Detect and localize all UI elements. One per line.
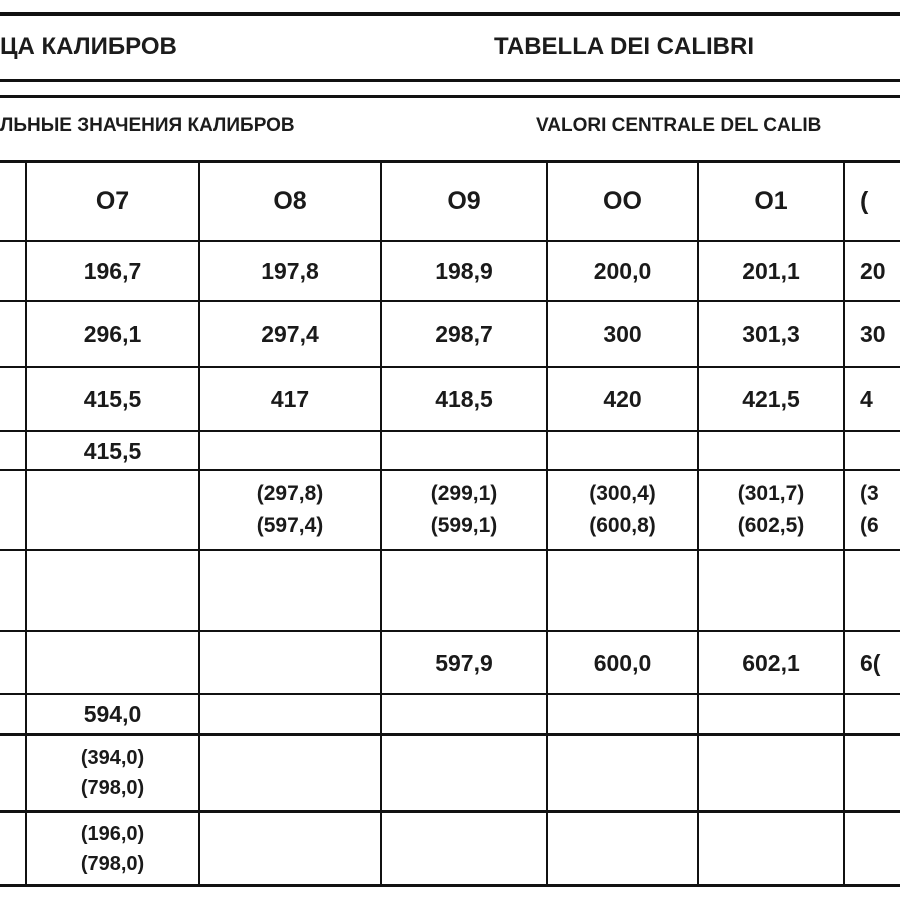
- table-cell: [27, 242, 198, 300]
- column-header: (: [860, 186, 869, 215]
- cell-text-line: (301,7): [737, 482, 805, 505]
- cell-text-line: 421,5: [742, 386, 800, 412]
- header-rule-2: [0, 95, 900, 98]
- table-cell: [548, 471, 697, 549]
- cell-text-line: 597,9: [435, 649, 493, 676]
- title-italian: TABELLA DEI CALIBRI: [494, 33, 754, 60]
- table-cell: [27, 736, 198, 810]
- cell-text-line: (6: [860, 514, 879, 537]
- cell-text-line: 4: [860, 386, 873, 412]
- column-header: OO: [603, 186, 642, 215]
- cell-text-line: (299,1): [430, 482, 498, 505]
- header-rule-1: [0, 79, 900, 82]
- table-cell: [382, 302, 546, 366]
- table-cell: [548, 302, 697, 366]
- table-cell: [548, 632, 697, 693]
- cell-text-line: (196,0): [80, 822, 145, 845]
- table-cell: [548, 368, 697, 430]
- table-cell: [699, 242, 843, 300]
- cell-text-line: 418,5: [435, 386, 493, 412]
- table-cell: [200, 242, 380, 300]
- column-header: O7: [95, 186, 130, 215]
- table-cell: [860, 471, 900, 549]
- cell-text-line: 200,0: [593, 258, 652, 284]
- cell-text-line: 417: [270, 386, 310, 412]
- table-cell: [548, 242, 697, 300]
- cell-text-line: (600,8): [589, 514, 656, 537]
- column-header: O1: [754, 186, 788, 215]
- cell-text-line: 296,1: [83, 321, 142, 347]
- cell-text-line: 301,3: [742, 321, 800, 347]
- table-cell: [860, 368, 900, 430]
- cell-text-line: 300: [603, 321, 642, 347]
- col-rule-5: [843, 160, 845, 887]
- table-cell: [27, 432, 198, 469]
- subtitle-italian: VALORI CENTRALE DEL CALIB: [536, 115, 822, 136]
- table-cell: [382, 242, 546, 300]
- subtitle-russian: ЛЬНЫЕ ЗНАЧЕНИЯ КАЛИБРОВ: [0, 115, 295, 136]
- cell-text-line: 297,4: [261, 321, 319, 347]
- cell-text-line: (602,5): [737, 514, 805, 537]
- table-cell: [699, 632, 843, 693]
- table-cell: [382, 368, 546, 430]
- table-cell: [200, 368, 380, 430]
- table-cell: [699, 302, 843, 366]
- cell-text-line: 196,7: [83, 258, 142, 284]
- cell-text-line: 6(: [860, 649, 881, 676]
- table-cell: [27, 302, 198, 366]
- row-rule-5: [0, 549, 900, 551]
- column-header: O9: [447, 186, 481, 215]
- cell-text-line: 198,9: [435, 258, 493, 284]
- table-cell: [860, 632, 900, 693]
- cell-text-line: 415,5: [83, 437, 142, 464]
- table-cell: [200, 471, 380, 549]
- table-cell: [382, 632, 546, 693]
- bottom-rule: [0, 884, 900, 887]
- table-cell: [860, 242, 900, 300]
- table-cell: [27, 813, 198, 884]
- table-cell: [699, 368, 843, 430]
- cell-text-line: 594,0: [83, 701, 142, 727]
- table-cell: [382, 471, 546, 549]
- cell-text-line: (798,0): [80, 852, 145, 875]
- cell-text-line: 602,1: [742, 649, 800, 676]
- table-cell: [699, 471, 843, 549]
- cell-text-line: 298,7: [435, 321, 493, 347]
- cell-text-line: 415,5: [83, 386, 142, 412]
- cell-text-line: (597,4): [256, 514, 324, 537]
- title-russian: ЦА КАЛИБРОВ: [0, 33, 177, 60]
- table-cell: [27, 695, 198, 733]
- cell-text-line: (3: [860, 482, 879, 505]
- cell-text-line: 30: [860, 321, 886, 347]
- cell-text-line: 600,0: [593, 649, 652, 676]
- cell-text-line: (798,0): [80, 777, 145, 799]
- cell-text-line: (300,4): [589, 482, 656, 505]
- cell-text-line: (297,8): [256, 482, 324, 505]
- cell-text-line: 201,1: [742, 258, 800, 284]
- cell-text-line: (394,0): [80, 747, 145, 769]
- table-cell: [200, 302, 380, 366]
- top-rule: [0, 12, 900, 16]
- cell-text-line: (599,1): [430, 514, 498, 537]
- cell-text-line: 420: [603, 386, 642, 412]
- table-cell: [27, 368, 198, 430]
- column-header: O8: [273, 186, 307, 215]
- cell-text-line: 197,8: [261, 258, 319, 284]
- cell-text-line: 20: [860, 258, 886, 284]
- table-cell: [860, 302, 900, 366]
